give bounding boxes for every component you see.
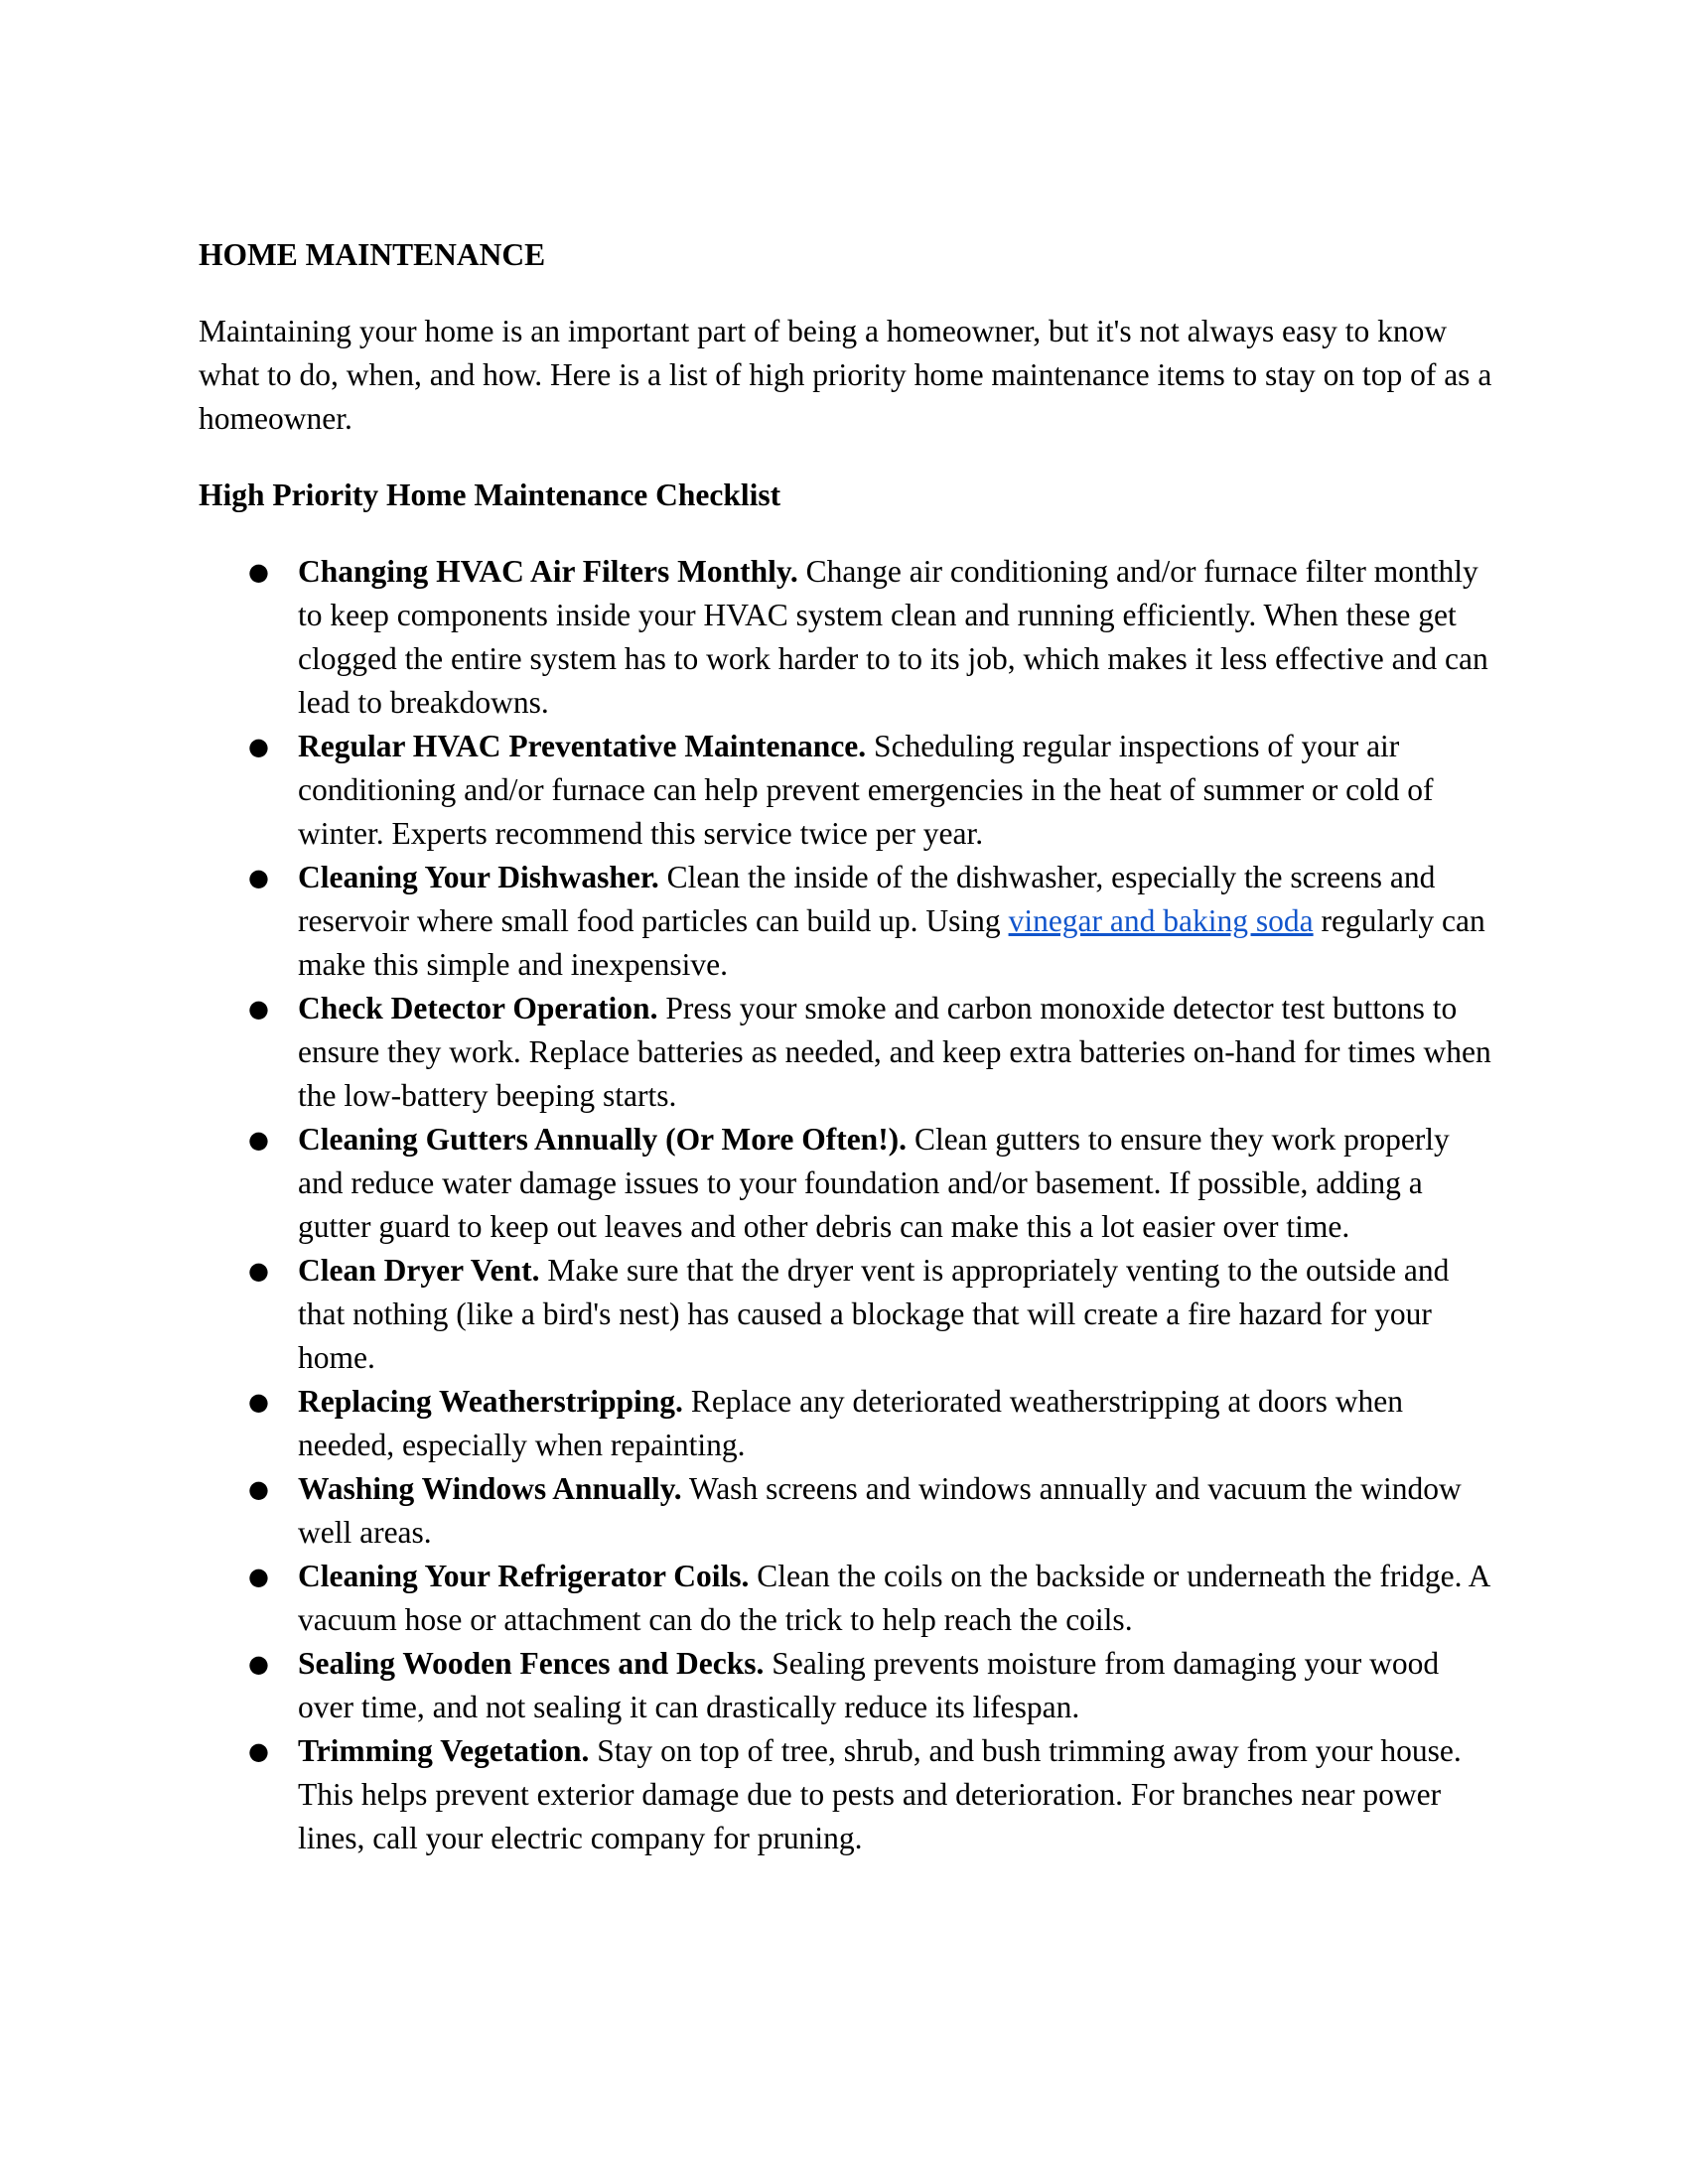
- item-text: Stay on top of tree, shrub, and bush trimming away from your house. This helps prevent exterior damage due to pests and deterioration. For branches near power lines, call your electric company for pruning.: [298, 1733, 1462, 1855]
- item-text: Press your smoke and carbon monoxide detector test buttons to ensure they work. Replace batteries as needed, and keep extra batteries on-hand for times when the low-battery beeping starts.: [298, 991, 1491, 1113]
- bullet-icon: ●: [248, 995, 269, 1023]
- item-title: Check Detector Operation.: [298, 991, 658, 1025]
- item-text: regularly can make this simple and inexpensive.: [298, 903, 1485, 982]
- bullet-icon: ●: [248, 864, 269, 891]
- item-title: Washing Windows Annually.: [298, 1471, 682, 1506]
- checklist-item-detectors: [199, 987, 1499, 1118]
- item-text: Clean the coils on the backside or underneath the fridge. A vacuum hose or attachment can do the trick to help reach the coils.: [298, 1559, 1489, 1637]
- checklist-item-hvac-maintenance: [199, 725, 1499, 856]
- checklist-item-dishwasher: [199, 856, 1499, 987]
- checklist-item-vegetation: [199, 1729, 1499, 1860]
- bullet-icon: ●: [248, 1475, 269, 1503]
- checklist-item-dryer-vent: [199, 1249, 1499, 1380]
- bullet-icon: ●: [248, 558, 269, 586]
- item-text: Sealing prevents moisture from damaging your wood over time, and not sealing it can drastically reduce its lifespan.: [298, 1646, 1440, 1724]
- item-title: Sealing Wooden Fences and Decks.: [298, 1646, 765, 1681]
- document-page: [199, 233, 1499, 1860]
- bullet-icon: ●: [248, 1257, 269, 1285]
- checklist-item-weatherstripping: [199, 1380, 1499, 1467]
- item-text: Clean the inside of the dishwasher, especially the screens and reservoir where small food particles can build up. Using: [298, 860, 1436, 938]
- item-title: Cleaning Gutters Annually (Or More Often!).: [298, 1122, 908, 1157]
- maintenance-checklist: [199, 550, 1499, 1860]
- page-title: HOME MAINTENANCE: [199, 237, 546, 272]
- intro-paragraph: Maintaining your home is an important part of being a homeowner, but it's not always easy to know what to do, when, and how. Here is a list of high priority home maintenance items to stay on top of as a homeowner.: [199, 314, 1492, 436]
- item-text: Wash screens and windows annually and vacuum the window well areas.: [298, 1471, 1462, 1550]
- checklist-item-refrigerator-coils: [199, 1555, 1499, 1642]
- item-text: Replace any deteriorated weatherstripping at doors when needed, especially when repainting.: [298, 1384, 1404, 1462]
- item-title: Replacing Weatherstripping.: [298, 1384, 683, 1419]
- item-text: Scheduling regular inspections of your air conditioning and/or furnace can help prevent emergencies in the heat of summer or cold of winter. Experts recommend this service twice per year.: [298, 729, 1434, 851]
- item-text: Make sure that the dryer vent is appropriately venting to the outside and that nothing (like a bird's nest) has caused a blockage that will create a fire hazard for your home.: [298, 1253, 1450, 1375]
- bullet-icon: ●: [248, 1388, 269, 1416]
- item-title: Trimming Vegetation.: [298, 1733, 590, 1768]
- item-title: Cleaning Your Refrigerator Coils.: [298, 1559, 750, 1593]
- bullet-icon: ●: [248, 1650, 269, 1678]
- section-heading: High Priority Home Maintenance Checklist: [199, 478, 781, 512]
- bullet-icon: ●: [248, 1563, 269, 1590]
- item-text: Clean gutters to ensure they work properly and reduce water damage issues to your foundation and/or basement. If possible, adding a gutter guard to keep out leaves and other debris can make this a lot easier over time.: [298, 1122, 1450, 1244]
- checklist-item-hvac-filters: [199, 550, 1499, 725]
- bullet-icon: ●: [248, 1126, 269, 1154]
- item-title: Cleaning Your Dishwasher.: [298, 860, 659, 894]
- checklist-item-windows: [199, 1467, 1499, 1555]
- checklist-item-fences-decks: [199, 1642, 1499, 1729]
- item-title: Clean Dryer Vent.: [298, 1253, 540, 1288]
- bullet-icon: ●: [248, 1737, 269, 1765]
- bullet-icon: ●: [248, 733, 269, 760]
- vinegar-baking-soda-link[interactable]: vinegar and baking soda: [1008, 903, 1314, 938]
- item-title: Changing HVAC Air Filters Monthly.: [298, 554, 798, 589]
- item-title: Regular HVAC Preventative Maintenance.: [298, 729, 867, 763]
- checklist-item-gutters: [199, 1118, 1499, 1249]
- item-text: Change air conditioning and/or furnace filter monthly to keep components inside your HVAC system clean and running efficiently. When these get clogged the entire system has to work harder to to its job, which makes it less effective and can lead to breakdowns.: [298, 554, 1488, 720]
